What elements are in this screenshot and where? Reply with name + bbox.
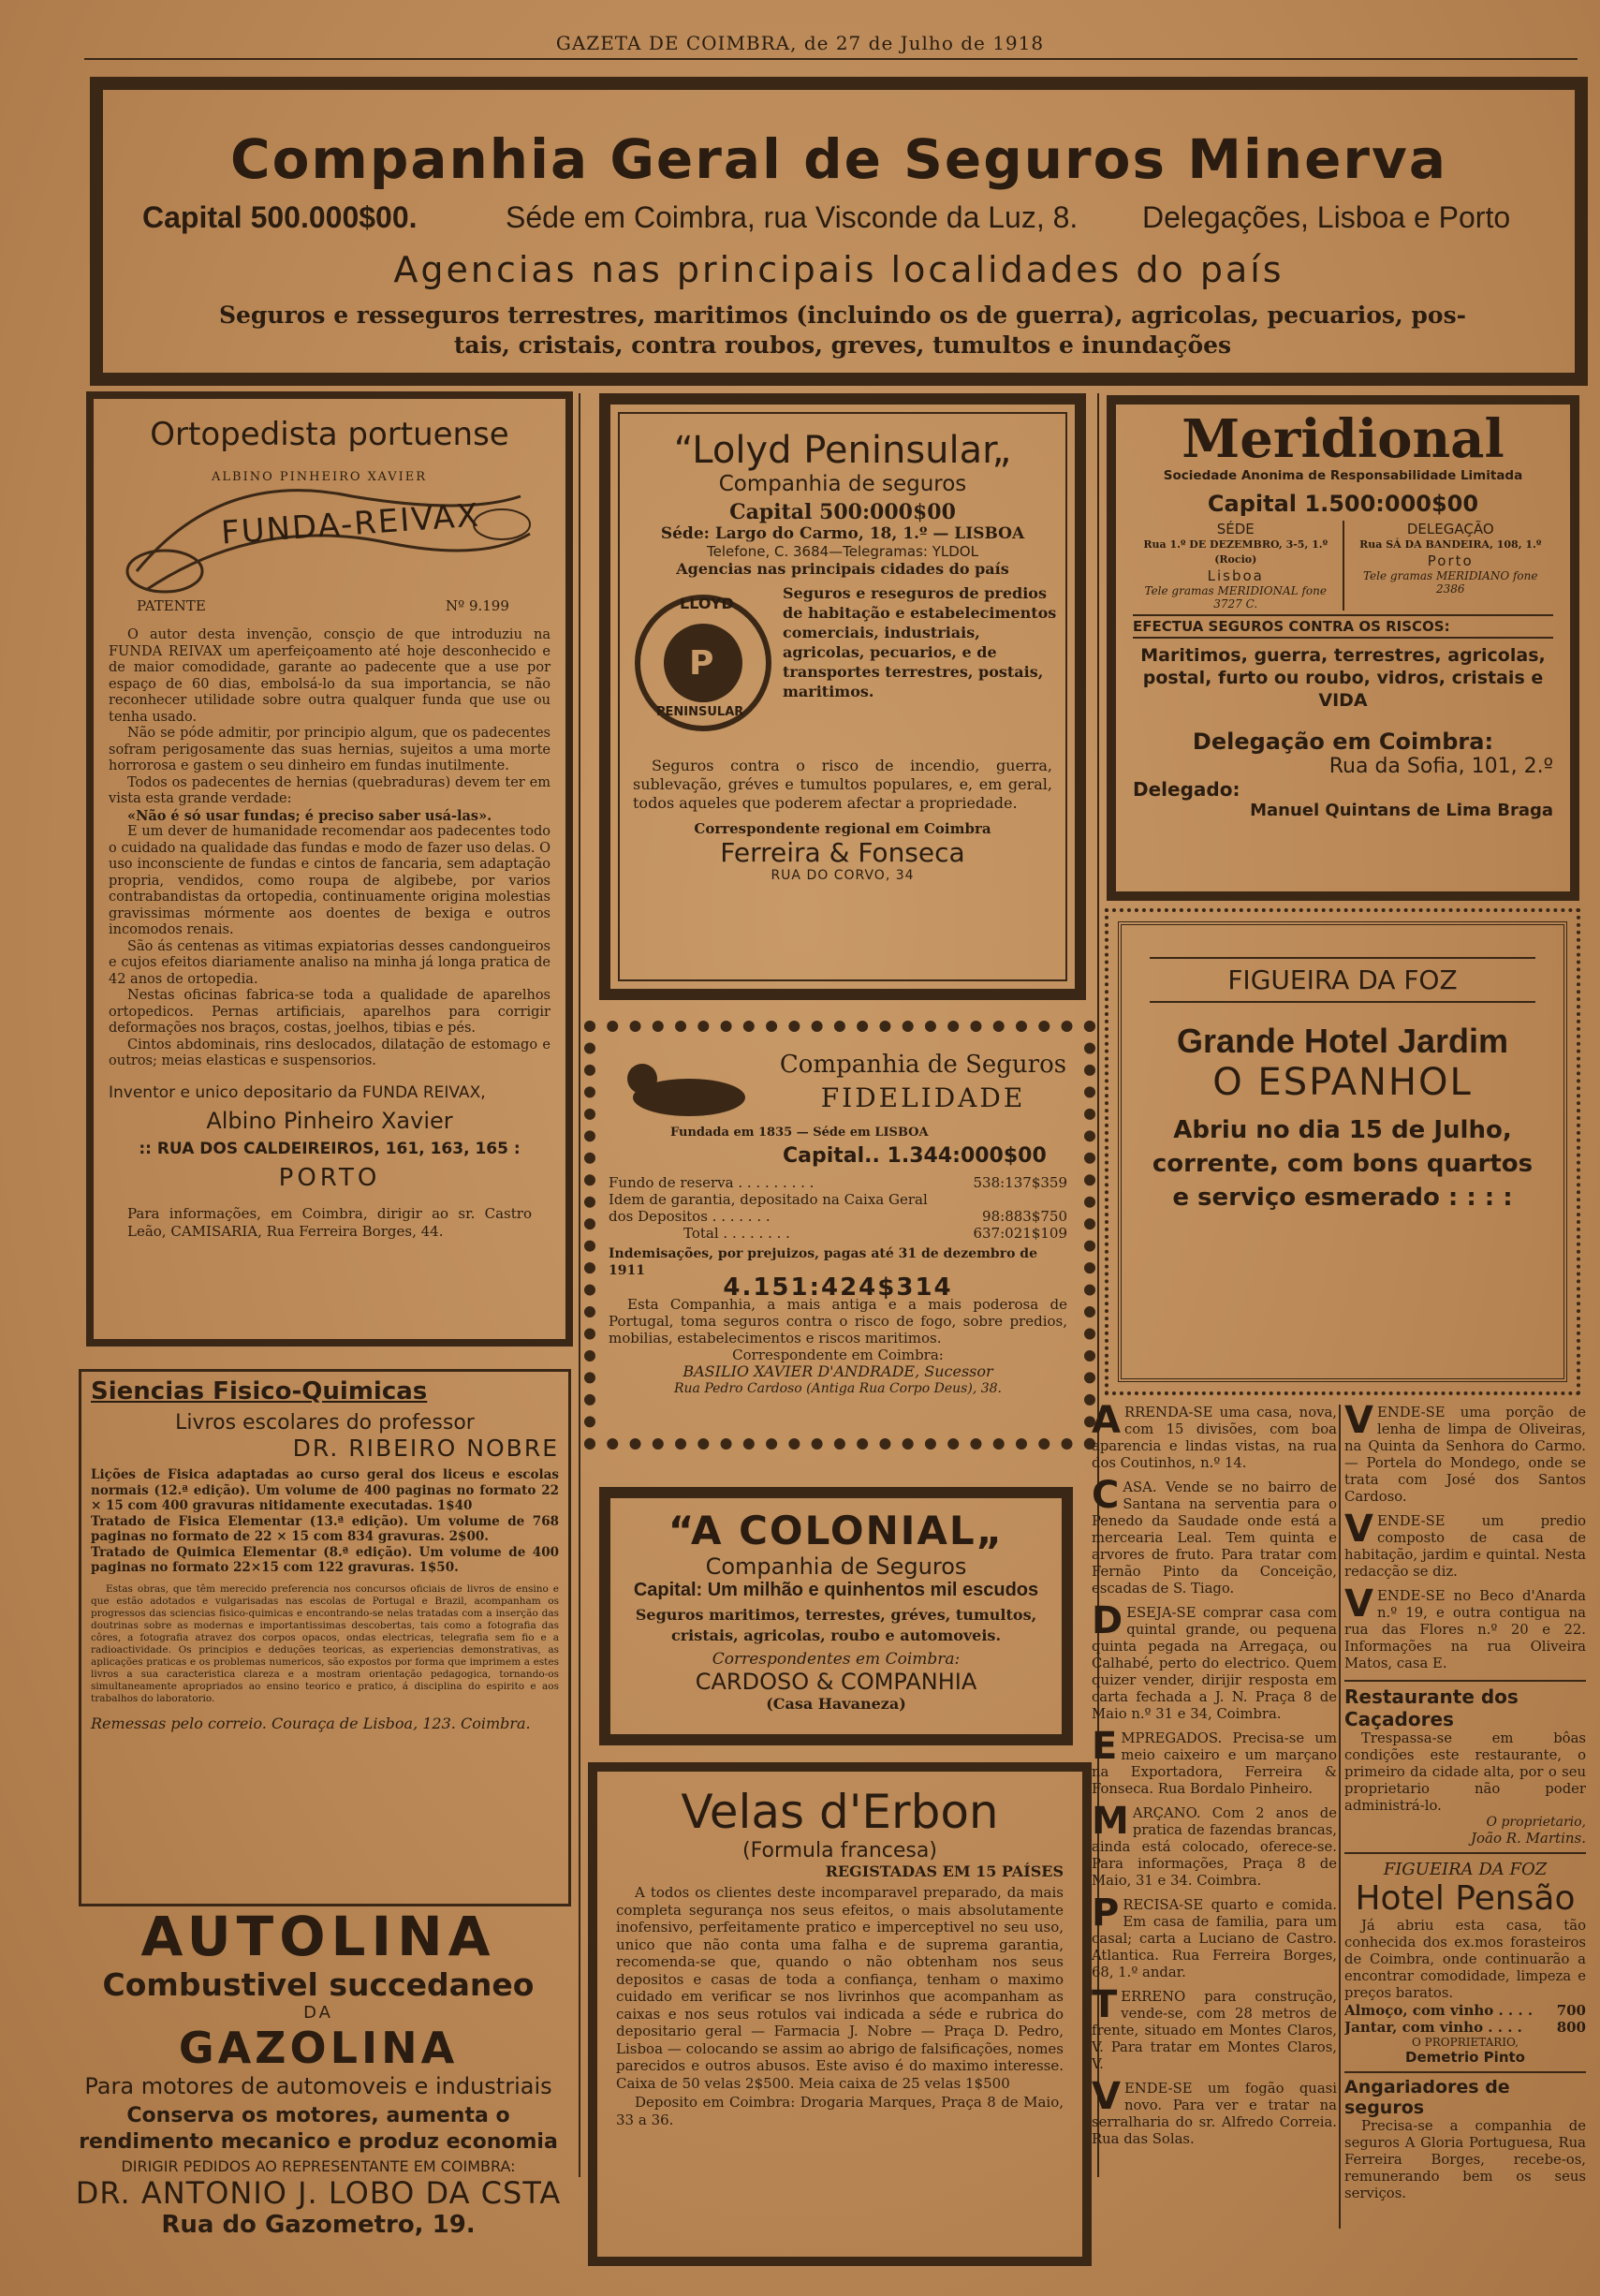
fidelidade-row [609,1225,1067,1242]
classified-item [1344,1405,1586,1506]
ortopedista-p8: Cintos abdominais, rins deslocados, dilatação de estomago e outros; meias elasticas e suspensorios. [109,1037,550,1068]
meridional-del-city: Porto [1427,552,1474,569]
lolyd-telefone: Telefone, C. 3684—Telegramas: YLDOL [707,543,978,560]
velas-title: Velas d'Erbon [681,1785,999,1839]
ortopedista-inventor: Inventor e unico depositario da FUNDA REIVAX, [109,1082,486,1102]
ortopedista-ad [86,391,573,1347]
autolina-da: DA [303,2003,333,2023]
ciencias-l2: Tratado de Fisica Elementar (13.ª edição). Um volume de 768 paginas no formato de 22 × 15 com 834 gravuras. 2$00. [91,1513,559,1544]
autolina-ad [66,1906,571,2262]
funda-illustration [109,459,550,627]
lolyd-corr: Correspondente regional em Coimbra [694,820,991,837]
patente-label: PATENTE [137,597,206,614]
colonial-place: (Casa Havaneza) [766,1695,906,1713]
ortopedista-p7: Nestas oficinas fabrica-se toda a qualidade de aparelhos ortopedicos. Pernas artificiais, aparelhos para corrigir deformações nos braços, costas, joelhos, tibias e pés. [109,988,550,1036]
minerva-delegacoes: Delegações, Lisboa e Porto [1142,200,1511,234]
classified-text: ESEJA-SE comprar casa com quintal grande, ou pequena quinta pegada na Arregaça, ou Calhabé, perto do electrico. Quem quizer vender, dirijir resposta em carta fechada a J. N. Praça 8 de Maio n.º 31 e 34, Coimbra. [1092,1605,1337,1722]
colonial-ad [599,1487,1073,1745]
meridional-delegado: Delegado: [1133,778,1240,801]
classified-text: RRENDA-SE uma casa, nova, com 15 divisões, com boa aparencia e lindas vistas, na rua dos Coutinhos, n.º 14. [1092,1405,1337,1471]
classified-text: ENDE-SE um fogão quasi novo. Para ver e tratar na serralharia do sr. Alfredo Correia. Rua das Solas. [1092,2081,1337,2147]
lolyd-seal-bottom: PENINSULAR [656,705,744,719]
classified-dropcap: D [1092,1599,1123,1642]
classified-text: ASA. Vende se no bairro de Santana na serventia para o Penedo da Saudade onde está a mercearia Leal. Tem quinta e arvores de fruto. Para tratar com Fernão Pinto da Conceição, escadas de S. Tiago. [1092,1479,1337,1597]
lolyd-sede: Séde: Largo do Carmo, 18, 1.º — LISBOA [660,524,1025,543]
meridional-sede-h: SÉDE [1216,521,1255,537]
fidelidade-row-label: Total . . . . . . . . [683,1225,790,1242]
minerva-title: Companhia Geral de Seguros Minerva [230,127,1447,191]
lolyd-seal-top: LLOYD [680,595,734,612]
autolina-l4: DIRIGIR PEDIDOS AO REPRESENTANTE EM COIMBRA: [121,2157,516,2175]
meridional-capital: Capital 1.500:000$00 [1207,491,1479,517]
ciencias-l1: Lições de Fisica adaptadas ao curso geral dos liceus e escolas normais (12.ª edição). Um volume de 400 paginas no formato 22 × 15 com 400 gravuras nitidamente executadas. 1$40 [91,1467,559,1513]
classified-text: RECISA-SE quarto e comida. Em casa de familia, para um casal; carta a Luciano de Castro. Atlantica. Rua Ferreira Borges, 68, 1.º andar. [1092,1897,1337,1980]
minerva-line2: tais, cristais, contra roubos, greves, tumultos e inundações [453,331,1232,359]
ciencias-ad [79,1369,571,1906]
autolina-l2: Para motores de automoveis e industriais [84,2073,552,2099]
velas-body: A todos os clientes deste incomparavel preparado, da mais completa segurança nos seus efeitos, o mais absolutamente inofensivo, perfeitamente pratico e imperceptivel no seu uso, unico que não conta uma falha e de suprema garantia, recomenda-se que, quando o não obtenham nos seus depositos e casas de toda a confiança, tenham o maximo cuidado em verificar se nos livrinhos que acompanham as caixas e nos seus rotulos vai indicada a séde e rubrica do depositario geral — Farmacia J. Nobre — Praça D. Pedro, Lisboa — colocando se assim ao abrigo de falsificações, nomes parecidos e outros abusos. Este aviso é do maximo interesse. Caixa de 50 velas 2$500. Meia caixa de 25 velas 1$500 [616,1884,1064,2092]
hotel-jardim-name1: Grande Hotel Jardim [1176,1022,1509,1060]
angariadores-ad [1344,2071,1586,2202]
hotel-jardim-name2: O ESPANHOL [1212,1061,1473,1104]
classified-dropcap: P [1092,1891,1120,1935]
lolyd-street: RUA DO CORVO, 34 [771,868,915,883]
ortopedista-p6: São ás centenas as vitimas expiatorias desses candongueiros e cujos efeitos diariamente analiso na minha já longa pratica de 42 anos de ortopedia. [109,938,550,987]
classifieds-right [1344,1405,1586,2247]
autolina-name: DR. ANTONIO J. LOBO DA CSTA [75,2175,562,2211]
header-rule [84,58,1578,60]
classified-dropcap: V [1344,1582,1373,1626]
pensao-name: Demetrio Pinto [1405,2049,1525,2066]
ortopedista-p2: Não se póde admitir, por principio algum, que os padecentes sofram perigosamente das suas hernias, sujeitos a uma morte horrorosa e gastem o seu dinheiro em fundas inutilmente. [109,726,550,773]
pensao-text: Já abriu esta casa, tão conhecida dos ex.mos forasteiros de Coimbra, onde continuarão a encontrar comodidade, limpeza e preços baratos. [1344,1918,1586,2001]
meridional-sede-addr: Rua 1.º DE DEZEMBRO, 3-5, 1.º (Rocio) [1143,538,1328,566]
classified-dropcap: T [1092,1983,1118,2026]
fidelidade-row-label: Idem de garantia, depositado na Caixa Geral dos Depositos . . . . . . . [609,1191,928,1225]
fidelidade-indem-value: 4.151:424$314 [723,1273,953,1302]
restaurante-title: Restaurante dos Caçadores [1344,1685,1519,1730]
fidelidade-row-value: 98:883$750 [982,1208,1067,1225]
autolina-l1: Combustivel succedaneo [102,1966,535,2003]
meridional-sede-city: Lisboa [1207,567,1264,584]
classified-dropcap: V [1092,2075,1121,2118]
fidelidade-row [609,1174,1067,1191]
minerva-capital: Capital 500.000$00. [142,200,418,234]
lolyd-p2: Seguros contra o risco de incendio, guerra, sublevação, gréves e tumultos populares, e, em geral, todos aqueles que poderem afectar a propriedade. [633,757,1052,812]
pensao-title: Hotel Pensão [1355,1879,1576,1918]
meridional-nome: Manuel Quintans de Lima Braga [1250,801,1553,820]
velas-sub: (Formula francesa) [742,1839,937,1862]
fidelidade-row-label: Fundo de reserva . . . . . . . . . [609,1174,815,1191]
ciencias-author: DR. RIBEIRO NOBRE [292,1435,559,1462]
classified-text: ENDE-SE um predio composto de casa de habitação, jardim e quintal. Nesta redacção se diz. [1344,1513,1586,1580]
ortopedista-p1: O autor desta invenção, consçio de que introduziu na FUNDA REIVAX um aperfeiçoamento até hoje desconhecido e de maior comodidade, garante ao padecente que a use por espaço de 60 dias, embolsá-lo da sua importancia, se não reconhecer utilidade sobre outra qualquer funda que use ou tenha usado. [109,627,550,725]
classified-item [1092,1474,1337,1597]
fidelidade-table [609,1174,1067,1397]
ciencias-body: Estas obras, que têm merecido preferencia nos concursos oficiais de livros de ensino e que estão adotados e vulgarisadas nas escolas de Portugal e Brazil, acompanham os progressos das sciencias fisico-quimicas e encontrando-se nelas tratadas com a inserção das doutrinas sobre as modernas e importantissimas descobertas, tais como a fotografia das côres, a fotografia atravez dos corpos opacos, ondas electricas, telegrafia sem fio e a radioactividade. Os principios e deduções teoricas, as experiencias demonstrativas, as aplicações praticas e os problemas numericos, são expostos por forma que imprimem a estes livros a sua caracteristica clareza e a mostram orientação pedagogica, tornando-os simultaneamente apropriados ao ensino teorico e pratico, á disciplina do espirito e aos trabalhos do laboratorio. [91,1582,559,1704]
fidelidade-agent: BASILIO XAVIER D'ANDRADE, Sucessor [683,1362,993,1380]
minerva-sede: Séde em Coimbra, rua Visconde da Luz, 8. [506,200,1079,234]
fidelidade-street: Rua Pedro Cardoso (Antiga Rua Corpo Deus), 38. [674,1381,1002,1396]
classified-item [1092,1983,1337,2073]
pensao-jantar-price: 800 [1556,2019,1586,2036]
classified-item [1092,1405,1337,1472]
ortopedista-p4: «Não é só usar fundas; é preciso saber usá-las». [127,807,492,824]
classified-item [1092,1800,1337,1890]
hotel-jardim-text: Abriu no dia 15 de Julho, corrente, com bons quartos e serviço esmerado : : : : [1152,1116,1534,1212]
autolina-title: AUTOLINA [140,1905,496,1968]
lolyd-p1: Seguros e reseguros de predios de habitação e estabelecimentos comerciais, industriais, agricolas, pecuarios, e de transportes terrestres, postais, maritimos. [783,584,1057,700]
ciencias-sub: Livros escolares do professor [175,1411,475,1435]
dog-icon [614,1051,755,1126]
restaurante-prop: O proprietario, [1486,1815,1586,1830]
restaurante-name: João R. Martins. [1470,1830,1586,1847]
classified-text: MPREGADOS. Precisa-se um meio caixeiro e um marçano na Exportadora, Ferreira & Fonseca. Rua Bordalo Pinheiro. [1092,1730,1337,1797]
colonial-l1: Seguros maritimos, terrestes, gréves, tumultos, cristais, agricolas, roubo e automoveis. [635,1606,1037,1644]
meridional-delegacao: Delegação em Coimbra: [1192,729,1494,755]
classified-text: ENDE-SE uma porção de lenha de limpa de Oliveiras, na Quinta da Senhora do Carmo. — Portela do Mondego, onde se trata com José dos Santos Cardoso. [1344,1405,1586,1505]
minerva-ad [90,77,1588,386]
meridional-del-tel: Tele gramas MERIDIANO fone 2386 [1362,569,1538,596]
fidelidade-row [609,1191,1067,1225]
fidelidade-capital: Capital.. 1.344:000$00 [783,1144,1047,1168]
classified-dropcap: V [1344,1508,1373,1551]
stamp-main: FUNDA-REIVAX [219,496,482,552]
meridional-riscos: Maritimos, guerra, terrestres, agricolas, postal, furto ou roubo, vidros, cristais e VIDA [1140,645,1546,711]
fidelidade-fundada: Fundada em 1835 — Séde em LISBOA [670,1126,929,1140]
classified-item [1344,1508,1586,1581]
meridional-sede-tel: Tele gramas MERIDIONAL fone 3727 C. [1144,584,1327,611]
lolyd-subtitle: Companhia de seguros [718,472,967,496]
meridional-rua: Rua da Sofia, 101, 2.º [1328,755,1553,778]
pensao-almoco-price: 700 [1556,2002,1586,2019]
classified-text: ARÇANO. Com 2 anos de pratica de fazendas brancas, ainda está colocado, oferece-se. Para informações, Praça 8 de Maio, 31 e 34. Coimbra. [1092,1805,1337,1889]
classified-item [1092,1599,1337,1723]
autolina-gazolina: GAZOLINA [178,2023,459,2073]
classified-item [1092,2075,1337,2148]
meridional-del-h: DELEGAÇÃO [1406,521,1494,537]
classified-dropcap: E [1092,1725,1118,1768]
ciencias-l3: Tratado de Quimica Elementar (8.ª edição). Um volume de 400 paginas no formato 22×15 com 122 gravuras. 1$50. [91,1544,559,1575]
lolyd-seal-letter: P [689,644,714,683]
minerva-agencias: Agencias nas principais localidades do país [393,249,1284,290]
column-rule-1 [579,393,580,2177]
fidelidade-name: FIDELIDADE [820,1082,1026,1113]
meridional-sub: Sociedade Anonima de Responsabilidade Limitada [1163,468,1523,483]
classified-dropcap: C [1092,1474,1120,1517]
classified-dropcap: M [1092,1800,1129,1843]
autolina-street: Rua do Gazometro, 19. [161,2211,476,2239]
minerva-line1: Seguros e resseguros terrestres, maritimos (incluindo os de guerra), agricolas, pecuarios, pos- [218,302,1467,329]
pensao-almoco: Almoço, com vinho . . . . [1344,2002,1534,2019]
ortopedista-address: :: RUA DOS CALDEIREIROS, 161, 163, 165 : [139,1139,521,1158]
ortopedista-p5: E um dever de humanidade recomendar aos padecentes todo o cuidado na qualidade das fundas e modo de fazer uso delas. O uso inconsciente de fundas e cintos de fancaria, sem adaptação propria, vendidos, como roupa de algibebe, por varios contrabandistas da ortopedia, continuamente origina molestias gravissimas mórmente aos doentes de bexiga e outros incomodos renais. [109,824,550,937]
patente-number: Nº 9.199 [446,597,509,614]
fidelidade-row-value: 538:137$359 [973,1174,1067,1191]
pensao-jantar-row [1344,2019,1586,2036]
classified-item [1092,1891,1337,1981]
restaurante-ad [1344,1680,1586,1847]
classified-dropcap: A [1092,1405,1121,1442]
classified-text: ERRENO para construção, vende-se, com 28 metros de frente, situado em Montes Claros, V. Para tratar em Montes Claros, V. [1092,1989,1337,2072]
fidelidade-row-value: 637:021$109 [973,1225,1067,1242]
meridional-efectua: EFECTUA SEGUROS CONTRA OS RISCOS: [1133,614,1553,639]
autolina-l3: Conserva os motores, aumenta o rendimento mecanico e produz economia [79,2104,558,2154]
colonial-sub: Companhia de Seguros [705,1553,967,1580]
fidelidade-text: Esta Companhia, a mais antiga e a mais poderosa de Portugal, toma seguros contra o risco de fogo, sobre predios, mobilias, estabelecimentos e riscos maritimos. [609,1296,1067,1347]
pensao-almoco-row [1344,2002,1586,2019]
velas-reg: REGISTADAS EM 15 PAÍSES [825,1862,1064,1880]
pensao-ad [1344,1852,1586,2066]
meridional-ad [1107,395,1579,901]
classified-item [1344,1582,1586,1672]
hotel-jardim-city: FIGUEIRA DA FOZ [1150,957,1535,1003]
classified-item [1092,1725,1337,1798]
colonial-corr: Correspondentes em Coimbra: [712,1650,961,1669]
pensao-jantar: Jantar, com vinho . . . . [1344,2019,1522,2036]
colonial-title: “A COLONIAL„ [668,1508,1005,1553]
ciencias-title: Siencias Fisico-Quimicas [91,1377,428,1406]
fidelidade-ad [584,1021,1095,1450]
lolyd-firm: Ferreira & Fonseca [720,837,965,868]
pensao-city: FIGUEIRA DA FOZ [1383,1860,1548,1879]
classified-dropcap: V [1344,1405,1373,1442]
classified-rule [1339,1405,1341,2229]
hotel-jardim-ad [1105,908,1580,1395]
stamp-top: ALBINO PINHEIRO XAVIER [212,470,428,484]
ciencias-remessas: Remessas pelo correio. Couraça de Lisboa, 123. Coimbra. [91,1714,531,1732]
classifieds-left [1092,1405,1337,2229]
angariadores-title: Angariadores de seguros [1344,2077,1510,2118]
pensao-prop: O PROPRIETARIO, [1412,2036,1519,2049]
page-header: GAZETA DE COIMBRA, de 27 de Julho de 1918 [555,32,1045,54]
meridional-title: Meridional [1182,408,1505,470]
velas-ad [588,1762,1092,2266]
colonial-firm: CARDOSO & COMPANHIA [695,1669,977,1695]
ortopedista-city: PORTO [278,1163,381,1192]
colonial-capital: Capital: Um milhão e quinhentos mil escudos [633,1580,1039,1600]
ortopedista-name: Albino Pinheiro Xavier [206,1107,453,1134]
meridional-del-addr: Rua SÁ DA BANDEIRA, 108, 1.º [1359,538,1542,551]
lolyd-title: “Lolyd Peninsular„ [673,429,1012,472]
fidelidade-title: Companhia de Seguros [779,1051,1067,1079]
ortopedista-info: Para informações, em Coimbra, dirigir ao sr. Castro Leão, CAMISARIA, Rua Ferreira Borges, 44. [127,1204,532,1240]
lolyd-ad [599,393,1086,1000]
lolyd-agencias: Agencias nas principais cidades do país [676,560,1009,578]
classified-text: ENDE-SE no Beco d'Anarda n.º 19, e outra contigua na rua das Flores n.º 20 e 22. Informações na rua Oliveira Matos, casa E. [1344,1588,1586,1671]
lolyd-capital: Capital 500:000$00 [729,500,956,524]
fidelidade-indem: Indemisações, por prejuizos, pagas até 31 de dezembro de 1911 [609,1246,1038,1278]
ortopedista-p3: Todos os padecentes de hernias (quebraduras) devem ter em vista esta grande verdade: [109,774,550,806]
ortopedista-title: Ortopedista portuense [150,416,509,453]
angariadores-text: Precisa-se a companhia de seguros A Gloria Portuguesa, Rua Ferreira Borges, recebe-os, remunerando bem os seus serviços. [1344,2118,1586,2201]
restaurante-text: Trespassa-se em bôas condições este restaurante, o primeiro da cidade alta, por o seu proprietario não poder administrá-lo. [1344,1730,1586,1814]
fidelidade-corr: Correspondente em Coimbra: [732,1347,944,1363]
velas-dep: Deposito em Coimbra: Drogaria Marques, Praça 8 de Maio, 33 a 36. [616,2094,1064,2128]
